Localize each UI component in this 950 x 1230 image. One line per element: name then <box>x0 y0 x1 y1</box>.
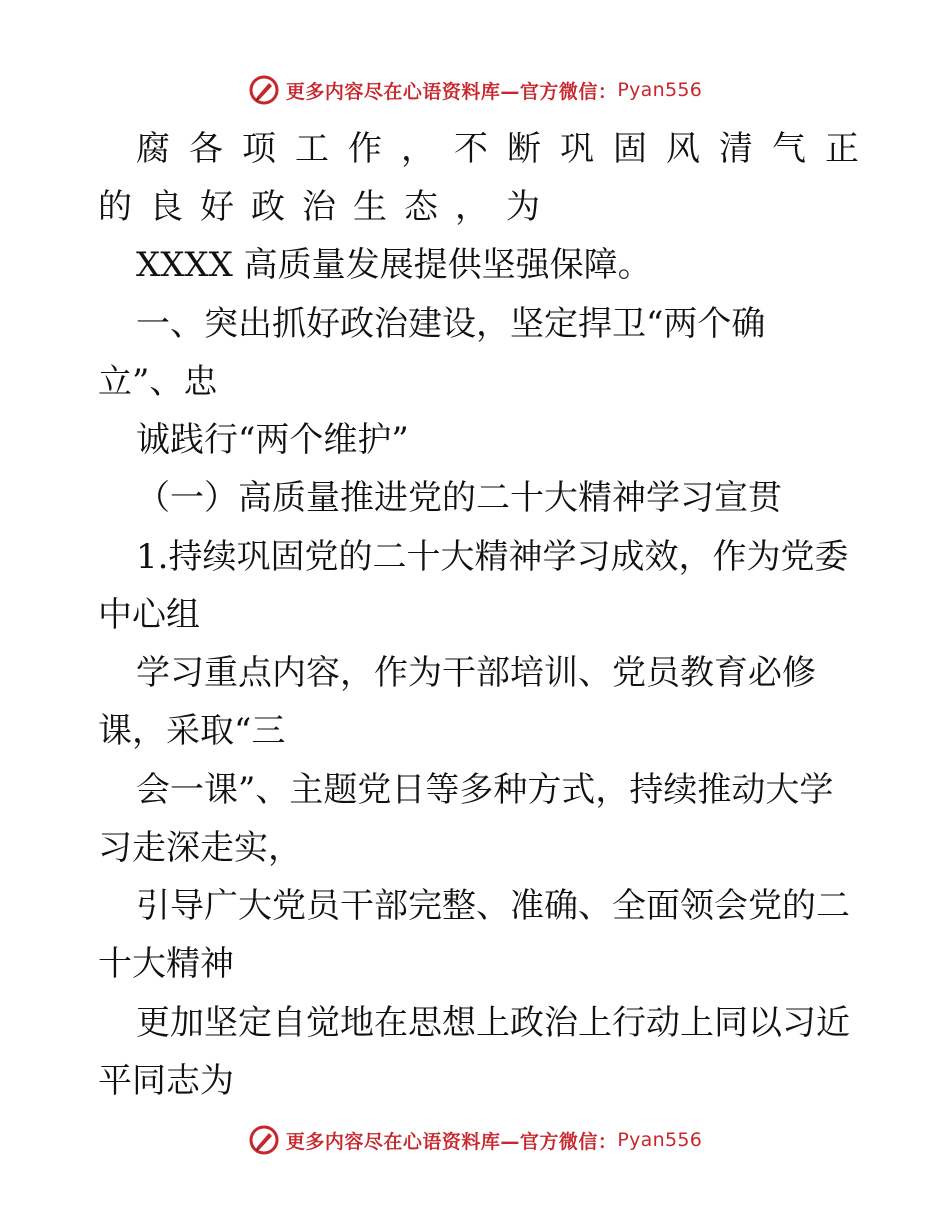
text-line: 更加坚定自觉地在思想上政治上行动上同以习近 <box>136 1003 850 1043</box>
text-line: 诚践行“两个维护” <box>136 420 409 460</box>
watermark-text: 更多内容尽在心语资料库—官方微信： <box>285 80 618 103</box>
subsection-heading: （一）高质量推进党的二十大精神学习宣贯 <box>136 478 782 518</box>
text-line: 习走深走实， <box>98 828 302 868</box>
text-line: 课，采取“三 <box>98 711 286 751</box>
watermark-wechat-id: Pyan556 <box>617 1129 703 1151</box>
footer-watermark <box>0 1120 950 1160</box>
text-line: 会一课”、主题党日等多种方式，持续推动大学 <box>136 770 834 810</box>
text-line: 十大精神 <box>98 944 234 984</box>
pen-logo-icon <box>248 1124 280 1156</box>
text-line: 中心组 <box>98 595 200 635</box>
text-line: 1.持续巩固党的二十大精神学习成效，作为党委 <box>136 537 849 577</box>
text-line: 腐各项工作，不断巩固风清气正 <box>136 129 878 169</box>
text-line: 引导广大党员干部完整、准确、全面领会党的二 <box>136 886 850 926</box>
watermark-wechat-id: Pyan556 <box>617 79 703 101</box>
watermark-text: 更多内容尽在心语资料库—官方微信： <box>285 1130 618 1153</box>
text-line: 学习重点内容，作为干部培训、党员教育必修 <box>136 653 816 693</box>
text-line: XXXX 高质量发展提供坚强保障。 <box>136 245 652 285</box>
text-line: 平同志为 <box>98 1061 234 1101</box>
section-heading: 一、突出抓好政治建设，坚定捍卫“两个确 <box>136 304 766 344</box>
text-line: 的良好政治生态，为 <box>98 187 557 227</box>
text-line: 立”、忠 <box>98 362 218 402</box>
